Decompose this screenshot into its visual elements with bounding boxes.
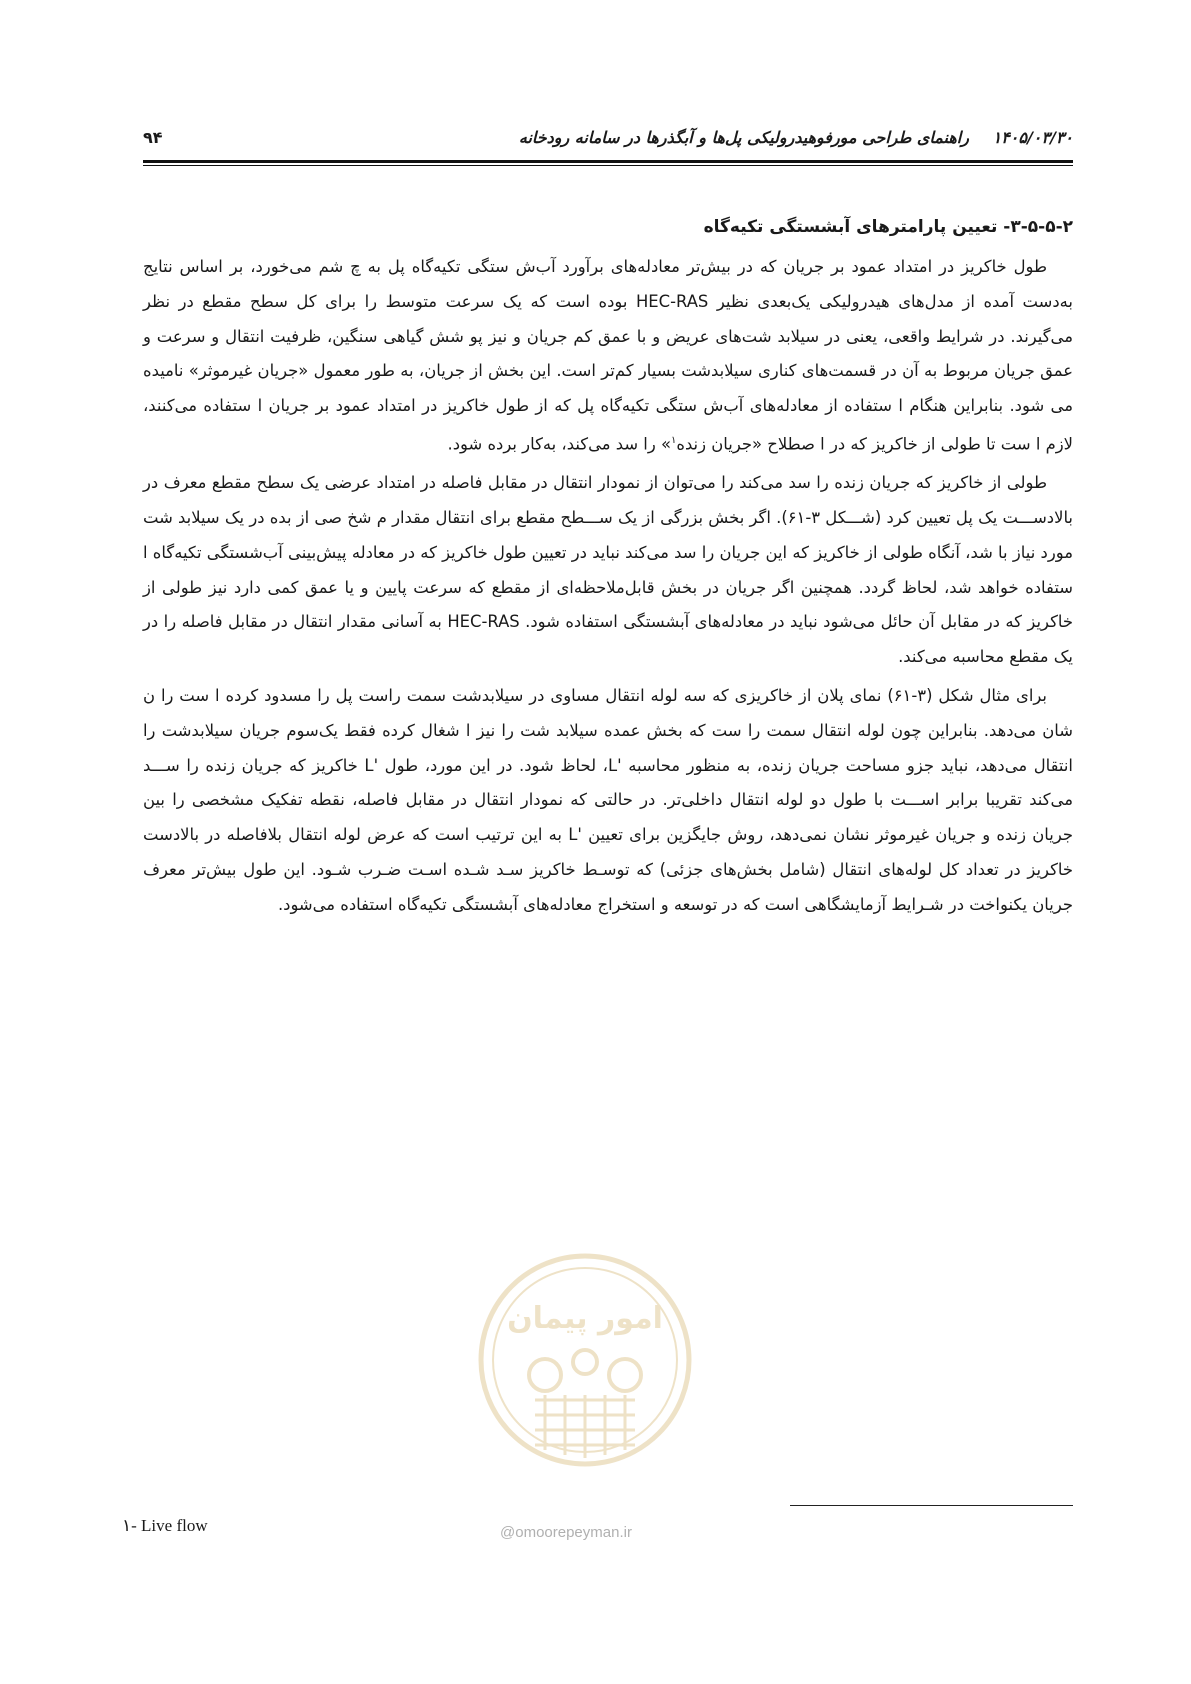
header-date: ۱۴۰۵/۰۳/۳۰ xyxy=(992,128,1073,147)
paragraph-1-end: » را سد می‌کند، به‌کار برده شود. xyxy=(447,434,671,454)
footnote: ۱- Live flow xyxy=(122,1516,208,1535)
watermark-url: @omoorepeyman.ir xyxy=(500,1524,632,1541)
running-title xyxy=(519,128,1073,147)
footnote-marker: ۱ xyxy=(670,434,677,446)
header-rule-thin xyxy=(143,165,1073,166)
header-rule xyxy=(143,160,1073,163)
paragraph-2: طولی از خاکریز که جریان زنده را سد می‌کند را می‌توان از نمودار انتقال در مقابل فاصله در امتداد عرضی یک سطح مقطع معرف در بالادســـت یک پل تعیین کرد (شـــکل ۳-۶۱). اگر بخش بزرگی از یک ســـطح مقطع برای انتقال مقدار م شخ صی از بده در یک سیلابد شت مورد نیاز با شد، آنگاه طولی از خاکریز که این جریان را سد می‌کند نباید در تعیین طول خاکریز که در معادله پیش‌بینی آب‌شستگی تکیه‌گاه ا ستفاده خواهد شد، لحاظ گردد. همچنین اگر جریان در بخش قابل‌ملاحظه‌ای از مقطع که سرعت پایین و یا عمق کمی دارد نیز طولی از خاکریز که در مقابل آن حائل می‌شود نباید در معادله‌های آبشستگی استفاده شود. HEC-RAS به آسانی مقدار انتقال در مقابل فاصله را در یک مقطع محاسبه می‌کند. xyxy=(143,473,1074,667)
header-title-text: راهنمای طراحی مورفوهیدرولیکی پل‌ها و آبگذرها در سامانه رودخانه xyxy=(518,128,969,147)
footnote-rule xyxy=(790,1505,1073,1506)
paragraph-1-text: طول خاکریز در امتداد عمود بر جریان که در بیش‌تر معادله‌های برآورد آب‌ش ستگی تکیه‌گاه پل به چ شم می‌خورد، بر اساس نتایج به‌دست آمده از مدل‌های هیدرولیکی یک‌بعدی نظیر HEC-RAS بوده است که یک سرعت متوسط را برای کل سطح مقطع در نظر می‌گیرند. در شرایط واقعی، یعنی در سیلابد شت‌های عریض و با عمق کم جریان و نیز پو شش گیاهی سنگین، ظرفیت انتقال و سرعت و عمق جریان مربوط به آن در قسمت‌های کناری سیلابدشت بسیار کم‌تر است. این بخش از جریان، به طور معمول «جریان غیرموثر» نامیده می شود. بنابراین هنگام ا ستفاده از معادله‌های آب‌ش ستگی تکیه‌گاه پل که از طول خاکریز در امتداد عمود بر جریان ا ستفاده می‌کنند، لازم ا ست تا طولی از خاکریز که در ا صطلاح «جریان زنده xyxy=(143,257,1073,454)
watermark-logo xyxy=(475,1250,695,1470)
section-heading: ۳-۵-۵-۲- تعیین پارامترهای آبشستگی تکیه‌گاه xyxy=(703,217,1073,237)
page-number: ۹۴ xyxy=(143,128,163,147)
paragraph-1 xyxy=(143,250,1073,462)
paragraph-3: برای مثال شکل (۳-۶۱) نمای پلان از خاکریزی که سه لوله انتقال مساوی در سیلابدشت سمت راست پل را مسدود کرده ا ست را ن شان می‌دهد. بنابراین چون لوله انتقال سمت را ست که بخش عمده سیلابد شت را نیز ا شغال کرده فقط یک‌سوم جریان سیلابدشت را انتقال می‌دهد، نباید جزو مساحت جریان زنده، به منظور محاسبه 'L، لحاظ شود. در این مورد، طول 'L خاکریز که جریان زنده را ســـد می‌کند تقریبا برابر اســـت با طول دو لوله انتقال داخلی‌تر. در حالتی که نمودار انتقال در مقابل فاصله، نقطه تفکیک مشخصی را بین جریان زنده و جریان غیرموثر نشان نمی‌دهد، روش جایگزین برای تعیین 'L به این ترتیب است که عرض لوله انتقال بلافاصله در بالادست خاکریز در تعداد کل لوله‌های انتقال (شامل بخش‌های جزئی) که توسـط خاکریز سـد شـده اسـت ضـرب شـود. این طول بیش‌تر معرف جریان یکنواخت در شـرایط آزمایشگاهی است که در توسعه و استخراج معادله‌های آبشستگی تکیه‌گاه استفاده می‌شود. xyxy=(143,686,1074,914)
watermark-logo-text: امور پیمان xyxy=(507,1301,663,1336)
page-header xyxy=(143,128,1073,164)
page-body xyxy=(143,210,1073,927)
